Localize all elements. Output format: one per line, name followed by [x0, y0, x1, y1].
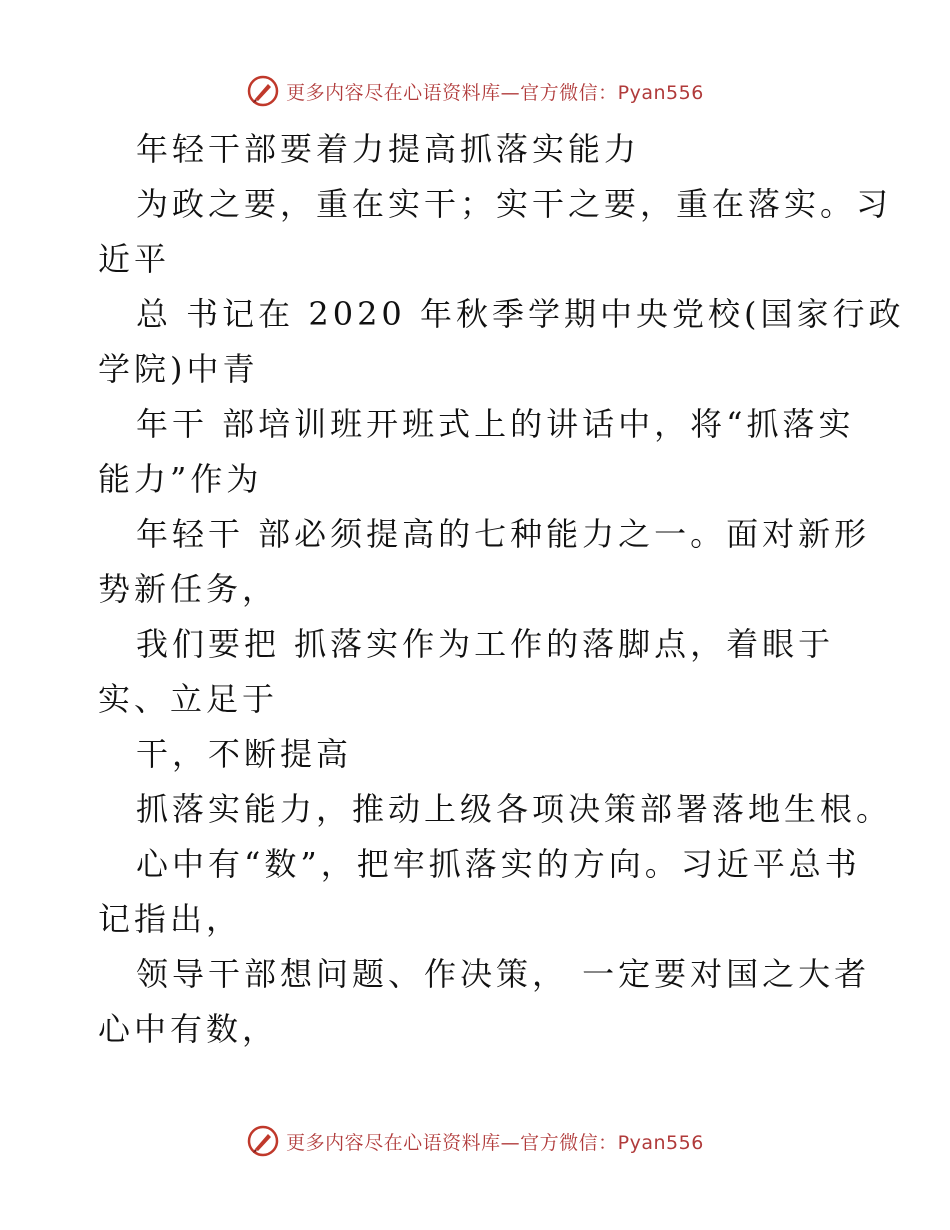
paragraph-line: 年干 部培训班开班式上的讲话中，将“抓落实 [136, 405, 855, 443]
paragraph-line: 年轻干 部必须提高的七种能力之一。面对新形 [136, 515, 871, 553]
paragraph-line: 势新任务， [98, 570, 279, 608]
paragraph-line: 学院)中青 [98, 350, 259, 388]
paragraph-line: 总 书记在 2020 年秋季学期中央党校(国家行政 [136, 295, 905, 333]
footer-watermark [0, 1121, 950, 1161]
paragraph-line: 实、立足于 [98, 680, 279, 718]
watermark-text: 更多内容尽在心语资料库—官方微信：Pyan556 [286, 1131, 704, 1154]
paragraph-line: 年轻干部要着力提高抓落实能力 [136, 130, 641, 168]
pen-logo-icon [246, 74, 280, 108]
paragraph-line: 能力”作为 [98, 460, 263, 498]
header-watermark [0, 71, 950, 111]
paragraph-line: 为政之要，重在实干；实干之要，重在落实。习 [136, 185, 893, 223]
pen-logo-icon [246, 1124, 280, 1158]
paragraph-line: 抓落实能力，推动上级各项决策部署落地生根。 [136, 790, 893, 828]
paragraph-line: 领导干部想问题、作决策， 一定要对国之大者 [136, 955, 871, 993]
paragraph-line: 干，不断提高 [136, 735, 353, 773]
paragraph-line: 我们要把 抓落实作为工作的落脚点，着眼于 [136, 625, 835, 663]
paragraph-line: 心中有数， [98, 1010, 279, 1048]
paragraph-line: 近平 [98, 240, 171, 278]
watermark-text: 更多内容尽在心语资料库—官方微信：Pyan556 [286, 81, 704, 104]
paragraph-line: 记指出， [98, 900, 243, 938]
document-body [98, 122, 905, 1057]
paragraph-line: 心中有“数”，把牢抓落实的方向。习近平总书 [136, 845, 861, 883]
